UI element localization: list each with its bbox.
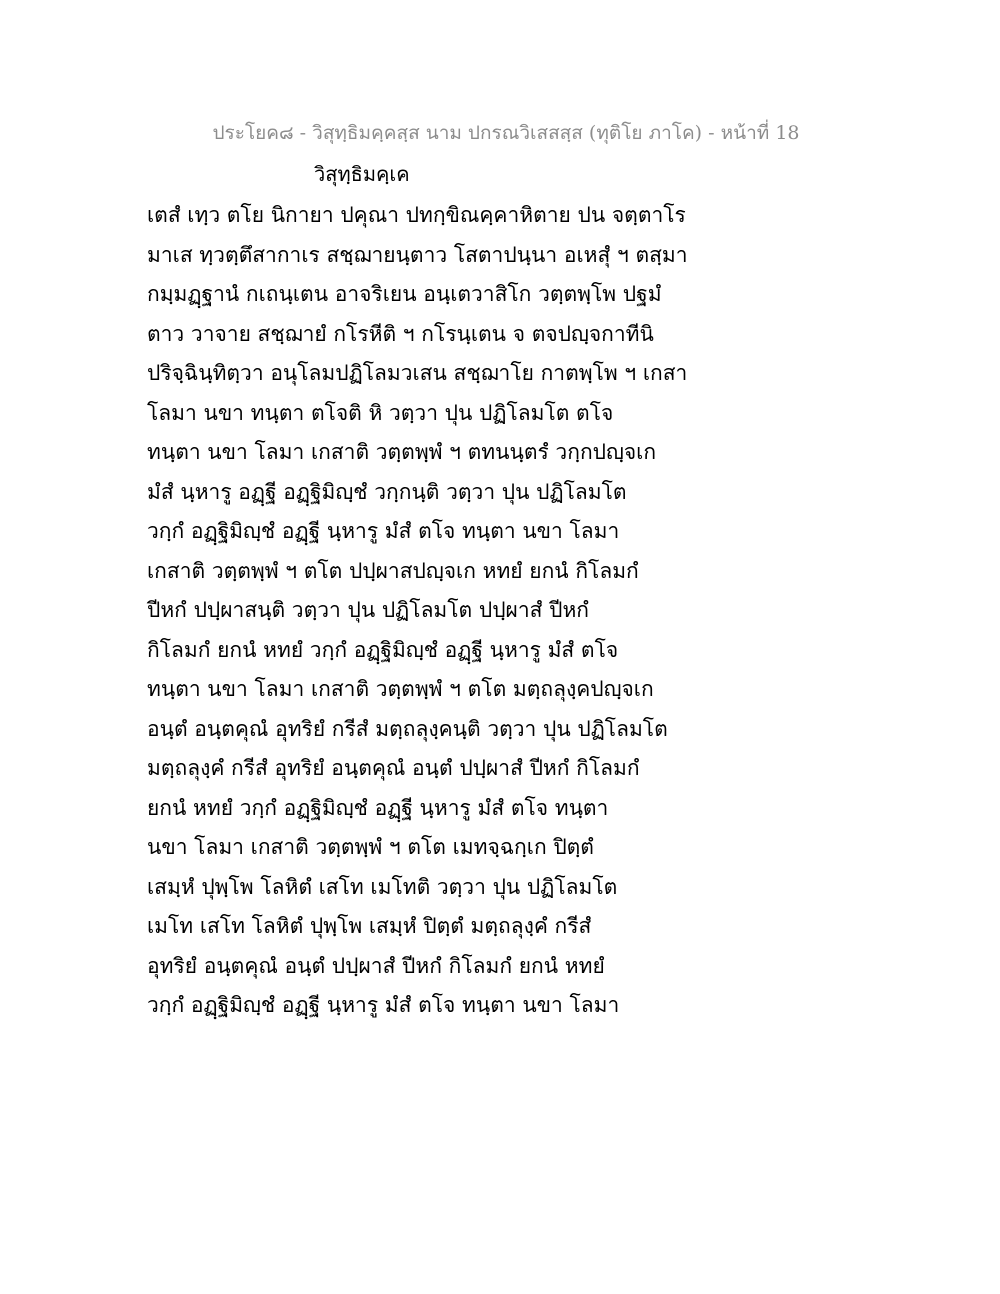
body-text: [147, 196, 867, 1026]
text-line: เสมฺหํ ปุพฺโพ โลหิตํ เสโท เมโทติ วตฺวา ปุน ปฏิโลมโต: [147, 874, 618, 899]
text-line: มตฺถลุงฺคํ กรีสํ อุทริยํ อนฺตคุณํ อนฺตํ ปปฺผาสํ ปีหกํ กิโลมกํ: [147, 756, 640, 780]
text-line: อุทริยํ อนฺตคุณํ อนฺตํ ปปฺผาสํ ปีหกํ กิโลมกํ ยกนํ หทยํ: [147, 953, 605, 978]
text-line: ทนฺตา นขา โลมา เกสาติ วตฺตพฺพํ ฯ ตทนนฺตรํ วกฺกปญฺจเก: [147, 440, 657, 464]
text-line: วกฺกํ อฏฺฐิมิญฺชํ อฏฺฐี นฺหารู มํสํ ตโจ ทนฺตา นขา โลมา: [147, 519, 620, 543]
text-line: ยกนํ หทยํ วกฺกํ อฏฺฐิมิญฺชํ อฏฺฐี นฺหารู มํสํ ตโจ ทนฺตา: [147, 795, 609, 820]
text-line: มํสํ นฺหารู อฏฺฐี อฏฺฐิมิญฺชํ วกฺกนฺติ วตฺวา ปุน ปฏิโลมโต: [147, 479, 627, 504]
text-line: โลมา นขา ทนฺตา ตโจติ หิ วตฺวา ปุน ปฏิโลมโต ตโจ: [147, 400, 614, 425]
text-line: กมฺมฏฺฐานํ กเถนฺเตน อาจริเยน อนฺเตวาสิโก วตฺตพฺโพ ปฐมํ: [147, 282, 662, 306]
text-line: ปีหกํ ปปฺผาสนฺติ วตฺวา ปุน ปฏิโลมโต ปปฺผาสํ ปีหกํ: [147, 598, 590, 622]
text-line: มาเส ทฺวตฺตึสากาเร สชฺฌายนฺตาว โสตาปนฺนา อเหสุํ ฯ ตสฺมา: [147, 242, 688, 267]
text-line: เตสํ เทฺว ตโย นิกายา ปคุณา ปทกฺขิณคฺคาหิตาย ปน จตฺตาโร: [147, 203, 686, 227]
running-header: ประโยค๘ - วิสุทฺธิมคฺคสฺส นาม ปกรณวิเสสสฺส (ทุติโย ภาโค) - หน้าที่ 18: [212, 122, 800, 144]
text-line: เกสาติ วตฺตพฺพํ ฯ ตโต ปปฺผาสปญฺจเก หทยํ ยกนํ กิโลมกํ: [147, 558, 639, 583]
text-line: วกฺกํ อฏฺฐิมิญฺชํ อฏฺฐี นฺหารู มํสํ ตโจ ทนฺตา นขา โลมา: [147, 993, 620, 1017]
text-line: ทนฺตา นขา โลมา เกสาติ วตฺตพฺพํ ฯ ตโต มตฺถลุงฺคปญฺจเก: [147, 677, 654, 701]
section-title: วิสุทฺธิมคฺเค: [314, 162, 410, 186]
text-line: นขา โลมา เกสาติ วตฺตพฺพํ ฯ ตโต เมทจฺฉกฺเก ปิตฺตํ: [147, 835, 594, 859]
text-line: กิโลมกํ ยกนํ หทยํ วกฺกํ อฏฺฐิมิญฺชํ อฏฺฐี นฺหารู มํสํ ตโจ: [147, 637, 619, 662]
text-line: ปริจฺฉินฺทิตฺวา อนุโลมปฏิโลมวเสน สชฺฌาโย กาตพฺโพ ฯ เกสา: [147, 361, 688, 385]
text-line: ตาว วาจาย สชฺฌายํ กโรหีติ ฯ กโรนฺเตน จ ตจปญฺจกาทีนิ: [147, 321, 654, 346]
text-line: อนฺตํ อนฺตคุณํ อุทริยํ กรีสํ มตฺถลุงฺคนฺติ วตฺวา ปุน ปฏิโลมโต: [147, 716, 668, 741]
text-line: เมโท เสโท โลหิตํ ปุพฺโพ เสมฺหํ ปิตฺตํ มตฺถลุงฺคํ กรีสํ: [147, 914, 592, 938]
